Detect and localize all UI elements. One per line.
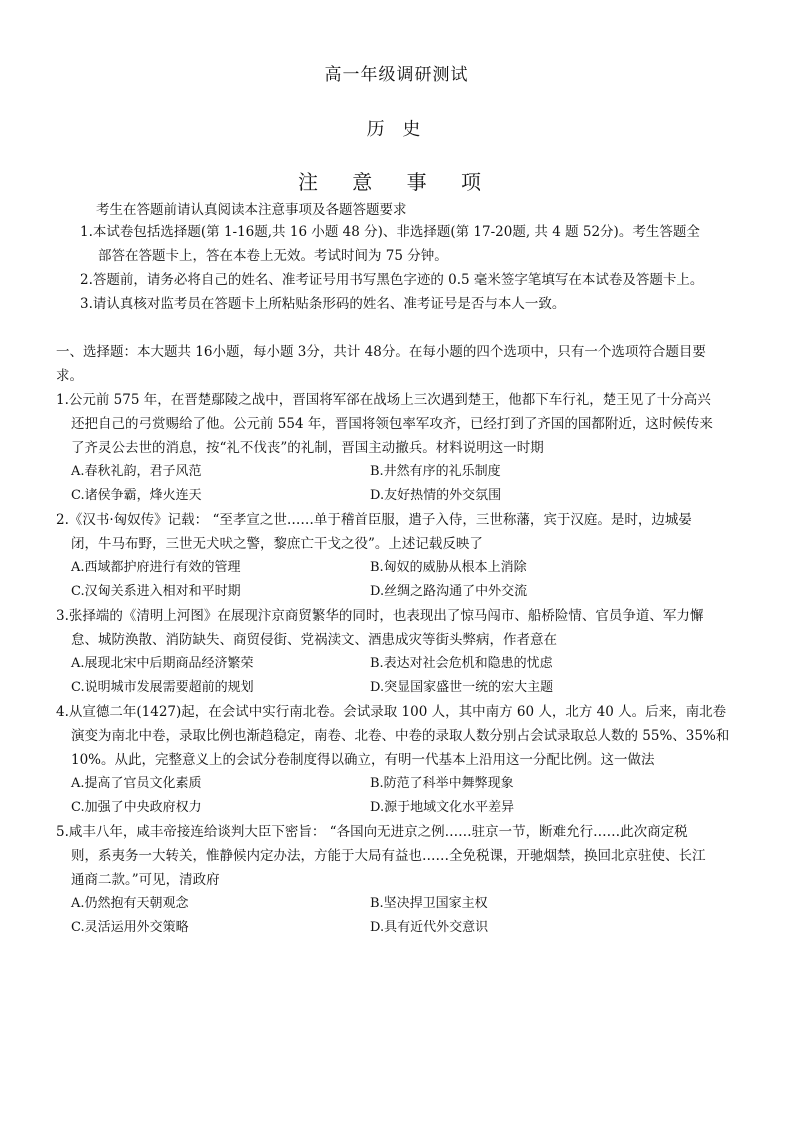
question-options xyxy=(56,772,746,820)
question-stem xyxy=(56,388,746,460)
option-b: B.坚决捍卫国家主权 xyxy=(370,896,488,911)
question-stem xyxy=(56,508,746,556)
option-b: B.表达对社会危机和隐患的忧虑 xyxy=(370,656,553,671)
question-2 xyxy=(56,508,746,604)
option-c: C.灵活运用外交策略 xyxy=(71,920,189,935)
notice-item-line: 2.答题前，请务必将自己的姓名、准考证号用书写黑色字迹的 0.5 毫米签字笔填写在本试卷及答题卡上。 xyxy=(80,272,704,288)
option-b: B.防范了科举中舞弊现象 xyxy=(370,776,514,791)
notice-item xyxy=(80,268,740,292)
option-a: A.提高了官员文化素质 xyxy=(71,776,202,791)
option-c: C.汉匈关系进入相对和平时期 xyxy=(71,584,241,599)
question-4 xyxy=(56,700,746,820)
option-a: A.仍然抱有天朝观念 xyxy=(71,896,189,911)
question-5 xyxy=(56,820,746,940)
question-stem-line: 怠、城防涣散、消防缺失、商贸侵街、党祸渎文、酒患成灾等街头弊病，作者意在 xyxy=(71,632,557,648)
question-stem-line: 还把自己的弓赏赐给了他。公元前 554 年，晋国将领包率军攻齐，已经打到了齐国的国都附近，这时候传来 xyxy=(71,416,713,432)
option-a: A.西域都护府进行有效的管理 xyxy=(71,560,241,575)
option-d: D.丝绸之路沟通了中外交流 xyxy=(370,584,528,599)
notice-item-line: 3.请认真核对监考员在答题卡上所粘贴条形码的姓名、准考证号是否与本人一致。 xyxy=(80,296,566,312)
question-stem-line: 4.从宣德二年(1427)起，在会试中实行南北卷。会试录取 100 人，其中南方 60 人，北方 40 人。后来，南北卷 xyxy=(56,704,727,720)
option-d: D.源于地域文化水平差异 xyxy=(370,800,515,815)
notice-intro: 考生在答题前请认真阅读本注意事项及各题答题要求 xyxy=(96,202,407,218)
question-stem-line: 3.张择端的《清明上河图》在展现汴京商贸繁华的同时，也表现出了惊马闯市、船桥险情、官员争道、军力懈 xyxy=(56,608,704,624)
question-3 xyxy=(56,604,746,700)
question-options xyxy=(56,652,746,700)
notice-list xyxy=(80,220,740,316)
notice-title: 注 意 事 项 xyxy=(297,170,496,194)
question-1 xyxy=(56,388,746,508)
option-c: C.加强了中央政府权力 xyxy=(71,800,202,815)
notice-item-line: 部答在答题卡上，答在本卷上无效。考试时间为 75 分钟。 xyxy=(98,248,448,264)
option-d: D.具有近代外交意识 xyxy=(370,920,489,935)
question-stem-line: 5.咸丰八年，咸丰帝接连给谈判大臣下密旨： “各国向无进京之例……驻京一节，断难允行……此次商定税 xyxy=(56,824,688,840)
question-stem-line: 2.《汉书·匈奴传》记载： “至孝宣之世……单于稽首臣服，遣子入侍，三世称藩，宾于汉庭。是时，边城晏 xyxy=(56,512,692,528)
section-heading xyxy=(56,340,746,388)
subject-title: 历 史 xyxy=(366,119,427,140)
option-a: A.展现北宋中后期商品经济繁荣 xyxy=(71,656,254,671)
question-stem-line: 闭，牛马布野，三世无犬吠之警，黎庶亡干戈之役”。上述记载反映了 xyxy=(71,536,483,552)
notice-item xyxy=(80,220,740,268)
notice-item xyxy=(80,292,740,316)
option-a: A.春秋礼韵，君子风范 xyxy=(71,464,202,479)
question-stem-line: 演变为南北中卷，录取比例也渐趋稳定，南卷、北卷、中卷的录取人数分别占会试录取总人数的 55%、35%和 xyxy=(71,728,730,744)
question-options xyxy=(56,892,746,940)
question-stem xyxy=(56,700,746,772)
section-heading-line: 一、选择题：本大题共 16小题，每小题 3分，共计 48分。在每小题的四个选项中，只有一个选项符合题目要 xyxy=(56,344,706,360)
question-stem xyxy=(56,604,746,652)
option-b: B.井然有序的礼乐制度 xyxy=(370,464,501,479)
notice-item-line: 1.本试卷包括选择题(第 1-16题,共 16 小题 48 分)、非选择题(第 17-20题, 共 4 题 52分)。考生答题全 xyxy=(80,224,700,240)
question-stem-line: 通商二款。”可见，清政府 xyxy=(71,872,220,888)
option-c: C.诸侯争霸，烽火连天 xyxy=(71,488,202,503)
option-d: D.突显国家盛世一统的宏大主题 xyxy=(370,680,554,695)
option-b: B.匈奴的威胁从根本上消除 xyxy=(370,560,527,575)
question-options xyxy=(56,556,746,604)
option-c: C.说明城市发展需要超前的规划 xyxy=(71,680,254,695)
question-stem-line: 了齐灵公去世的消息，按“礼不伐丧”的礼制，晋国主动撤兵。材料说明这一时期 xyxy=(71,440,544,456)
question-stem-line: 1.公元前 575 年，在晋楚鄢陵之战中，晋国将军郤在战场上三次遇到楚王，他都下车行礼，楚王见了十分高兴 xyxy=(56,392,711,408)
section-heading-line: 求。 xyxy=(56,368,83,384)
question-stem xyxy=(56,820,746,892)
question-options xyxy=(56,460,746,508)
option-d: D.友好热情的外交氛围 xyxy=(370,488,502,503)
question-stem-line: 10%。从此，完整意义上的会试分卷制度得以确立，有明一代基本上沿用这一分配比例。这一做法 xyxy=(71,752,655,768)
question-stem-line: 则，系夷务一大转关，惟静候内定办法，方能于大局有益也……全免税课，开驰烟禁，换回北京驻使、长江 xyxy=(71,848,706,864)
exam-title: 高一年级调研测试 xyxy=(324,65,469,85)
